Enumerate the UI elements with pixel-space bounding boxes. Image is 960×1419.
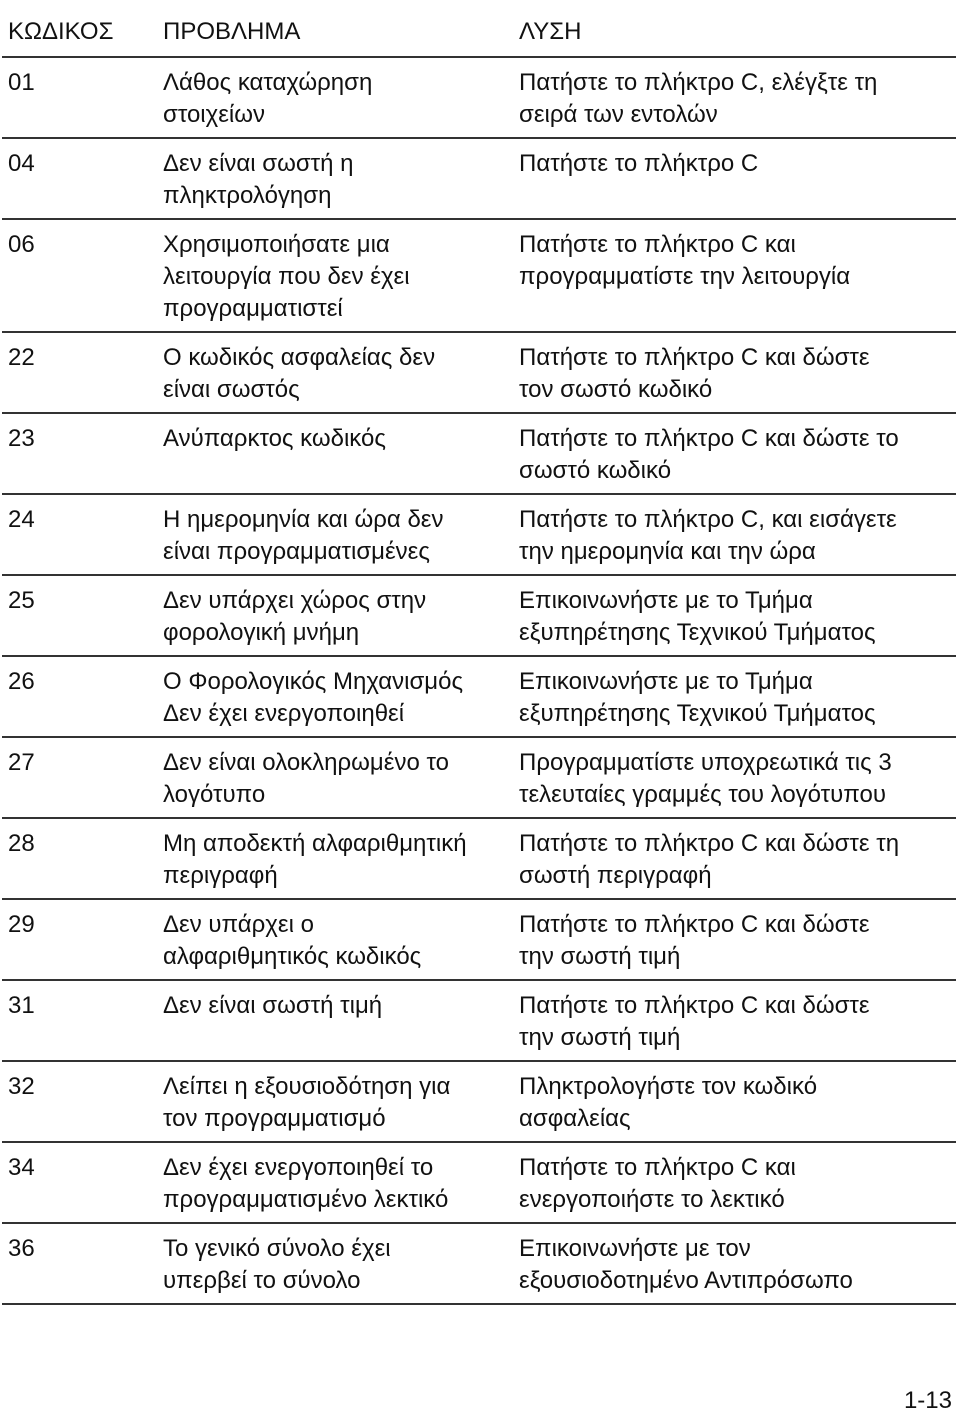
table-row bbox=[2, 576, 956, 657]
row-problem: Λάθος καταχώρηση στοιχείων bbox=[163, 69, 373, 128]
row-solution: Πατήστε το πλήκτρο C, και εισάγετε την ημερομηνία και την ώρα bbox=[519, 506, 897, 565]
row-solution: Προγραμματίστε υποχρεωτικά τις 3 τελευταίες γραμμές του λογότυπου bbox=[519, 749, 892, 808]
row-code: 04 bbox=[8, 150, 35, 177]
table-row bbox=[2, 220, 956, 333]
table-row bbox=[2, 1062, 956, 1143]
page-number: 1-13 bbox=[903, 1387, 952, 1414]
row-problem: Μη αποδεκτή αλφαριθμητική περιγραφή bbox=[163, 830, 467, 889]
row-code: 36 bbox=[8, 1235, 35, 1262]
table-row bbox=[2, 738, 956, 819]
row-solution: Πατήστε το πλήκτρο C, ελέγξτε τη σειρά των εντολών bbox=[519, 69, 878, 128]
row-problem: Ο Φορολογικός Μηχανισμός Δεν έχει ενεργοποιηθεί bbox=[163, 668, 464, 727]
row-problem: Η ημερομηνία και ώρα δεν είναι προγραμματισμένες bbox=[163, 506, 444, 565]
error-codes-table bbox=[2, 8, 956, 1305]
row-solution: Πατήστε το πλήκτρο C και δώστε την σωστή τιμή bbox=[519, 992, 870, 1051]
table-row bbox=[2, 900, 956, 981]
row-problem: Δεν υπάρχει χώρος στην φορολογική μνήμη bbox=[163, 587, 427, 646]
row-problem: Χρησιμοποιήσατε μια λειτουργία που δεν έχει προγραμματιστεί bbox=[163, 231, 410, 322]
row-code: 34 bbox=[8, 1154, 35, 1181]
row-solution: Επικοινωνήστε με το Τμήμα εξυπηρέτησης Τεχνικού Τμήματος bbox=[519, 668, 876, 727]
row-solution: Επικοινωνήστε με τον εξουσιοδοτημένο Αντιπρόσωπο bbox=[519, 1235, 853, 1294]
row-problem: Δεν είναι σωστή η πληκτρολόγηση bbox=[163, 150, 354, 209]
header-problem: ΠΡΟΒΛΗΜΑ bbox=[163, 18, 301, 45]
row-problem: Δεν είναι σωστή τιμή bbox=[163, 992, 383, 1019]
row-problem: Δεν έχει ενεργοποιηθεί το προγραμματισμένο λεκτικό bbox=[163, 1154, 449, 1213]
row-code: 22 bbox=[8, 344, 35, 371]
row-solution: Πατήστε το πλήκτρο C bbox=[519, 150, 759, 177]
header-solution: ΛΥΣΗ bbox=[519, 18, 582, 45]
row-code: 28 bbox=[8, 830, 35, 857]
table-row bbox=[2, 139, 956, 220]
row-solution: Πατήστε το πλήκτρο C και δώστε την σωστή τιμή bbox=[519, 911, 870, 970]
table-row bbox=[2, 58, 956, 139]
row-solution: Πατήστε το πλήκτρο C και ενεργοποιήστε το λεκτικό bbox=[519, 1154, 796, 1213]
row-code: 01 bbox=[8, 69, 35, 96]
row-code: 23 bbox=[8, 425, 35, 452]
table-row bbox=[2, 495, 956, 576]
row-code: 25 bbox=[8, 587, 35, 614]
row-problem: Δεν είναι ολοκληρωμένο το λογότυπο bbox=[163, 749, 449, 808]
row-solution: Πατήστε το πλήκτρο C και δώστε τον σωστό κωδικό bbox=[519, 344, 870, 403]
row-solution: Επικοινωνήστε με το Τμήμα εξυπηρέτησης Τεχνικού Τμήματος bbox=[519, 587, 876, 646]
row-code: 06 bbox=[8, 231, 35, 258]
row-problem: Ο κωδικός ασφαλείας δεν είναι σωστός bbox=[163, 344, 436, 403]
row-solution: Πατήστε το πλήκτρο C και δώστε τη σωστή περιγραφή bbox=[519, 830, 900, 889]
row-solution: Πληκτρολογήστε τον κωδικό ασφαλείας bbox=[519, 1073, 818, 1132]
row-code: 26 bbox=[8, 668, 35, 695]
table-row bbox=[2, 1224, 956, 1305]
table-row bbox=[2, 819, 956, 900]
table-row bbox=[2, 333, 956, 414]
row-code: 24 bbox=[8, 506, 35, 533]
row-solution: Πατήστε το πλήκτρο C και προγραμματίστε την λειτουργία bbox=[519, 231, 851, 290]
table-row bbox=[2, 981, 956, 1062]
table-row bbox=[2, 1143, 956, 1224]
row-code: 32 bbox=[8, 1073, 35, 1100]
row-solution: Πατήστε το πλήκτρο C και δώστε το σωστό κωδικό bbox=[519, 425, 899, 484]
row-problem: Λείπει η εξουσιοδότηση για τον προγραμματισμό bbox=[163, 1073, 451, 1132]
row-code: 31 bbox=[8, 992, 35, 1019]
table-row bbox=[2, 657, 956, 738]
row-problem: Το γενικό σύνολο έχει υπερβεί το σύνολο bbox=[163, 1235, 391, 1294]
row-problem: Δεν υπάρχει ο αλφαριθμητικός κωδικός bbox=[163, 911, 422, 970]
row-code: 27 bbox=[8, 749, 35, 776]
row-problem: Ανύπαρκτος κωδικός bbox=[163, 425, 386, 452]
header-code: ΚΩΔΙΚΟΣ bbox=[8, 18, 114, 45]
table-header bbox=[2, 8, 956, 58]
table-row bbox=[2, 414, 956, 495]
row-code: 29 bbox=[8, 911, 35, 938]
